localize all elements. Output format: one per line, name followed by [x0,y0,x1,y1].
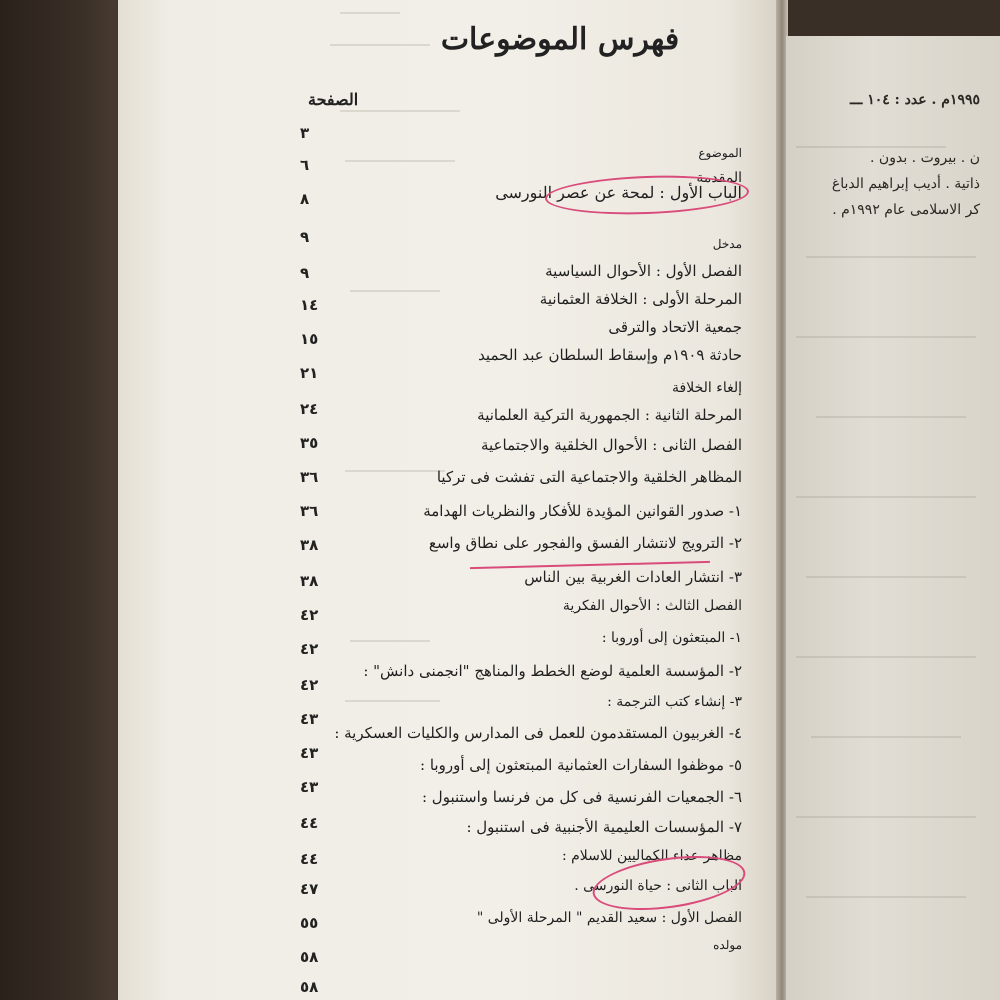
toc-entry: ٣- إنشاء كتب الترجمة : [607,694,742,710]
toc-entry: الفصل الثانى : الأحوال الخلقية والاجتماعية [481,436,742,454]
toc-entry: المقدمة [696,170,742,186]
toc-page-number: ٢١ [300,364,319,382]
toc-page-number: ١٤ [300,296,319,314]
toc-entry: ١- صدور القوانين المؤيدة للأفكار والنظريات الهدامة [423,502,742,520]
show-through-line [345,470,445,472]
show-through-line [345,160,455,162]
toc-entry: مدخل [712,237,742,251]
toc-entry: مولده [713,938,742,952]
toc-page-number: ٣٦ [300,502,319,520]
show-through-line [350,640,430,642]
toc-page-number: ٥٨ [300,978,319,996]
toc-entry: مظاهر عداء الكماليين للاسلام : [561,848,742,864]
right-page-line: كر الاسلامى عام ١٩٩٢م . [832,202,980,218]
toc-entry: ٦- الجمعيات الفرنسية فى كل من فرنسا واستنبول : [421,788,742,806]
right-page-line: ١٩٩٥م . عدد : ١٠٤ ـــ [850,92,980,108]
toc-page-number: ٤٤ [300,850,319,868]
toc-entry: جمعية الاتحاد والترقى [608,318,742,336]
toc-page-number: ١٥ [300,330,319,348]
toc-entry: الباب الأول : لمحة عن عصر النورسى [495,183,742,202]
toc-page-number: ٩ [300,264,310,282]
show-through-line [340,12,400,14]
right-page-line: ذاتية . أديب إبراهيم الدباغ [831,176,980,192]
show-through-line [330,44,430,46]
toc-page-number: ٤٢ [300,606,319,624]
toc-entry: المظاهر الخلقية والاجتماعية التى تفشت فى تركيا [436,468,742,486]
background-left [0,0,122,1000]
toc-page-number: ٦ [300,156,310,174]
toc-entry: ٤- الغربيون المستقدمون للعمل فى المدارس والكليات العسكرية : [334,724,742,742]
toc-entry: المرحلة الأولى : الخلافة العثمانية [539,290,742,308]
toc-page-number: ٤٤ [300,814,319,832]
right-page-line: ن . بيروت . بدون . [870,150,980,166]
toc-page-number: ٨ [300,190,310,208]
page-column-header: الصفحة [308,90,359,109]
toc-entry: الفصل الأول : سعيد القديم " المرحلة الأولى " [476,910,742,926]
toc-page-number: ٥٨ [300,948,319,966]
show-through-line [345,700,440,702]
toc-page-number: ٣٨ [300,536,319,554]
toc-page-number: ٤٧ [300,880,319,898]
toc-page-number: ٤٢ [300,676,319,694]
toc-entry: ١- المبتعثون إلى أوروبا : [601,630,742,646]
show-through-line [340,110,460,112]
toc-entry: المرحلة الثانية : الجمهورية التركية العلمانية [477,406,742,424]
toc-page-number: ٤٣ [300,710,319,728]
toc-page-number: ٣ [300,124,310,142]
toc-entry: الفصل الأول : الأحوال السياسية [545,262,742,280]
toc-page-number: ٤٣ [300,744,319,762]
toc-entry: ٢- الترويج لانتشار الفسق والفجور على نطاق واسع [428,534,742,552]
toc-entry: ٢- المؤسسة العلمية لوضع الخطط والمناهج "انجمنى دانش" : [363,662,742,680]
toc-entry: الموضوع [698,146,742,160]
toc-entry: الباب الثانى : حياة النورسى . [574,878,742,894]
toc-entry: ٣- انتشار العادات الغربية بين الناس [524,568,742,586]
toc-page-number: ٢٤ [300,400,319,418]
toc-entry: حادثة ١٩٠٩م وإسقاط السلطان عبد الحميد [478,346,742,364]
toc-entry: ٥- موظفوا السفارات العثمانية المبتعثون إلى أوروبا : [420,756,742,774]
page-title: فهرس الموضوعات [440,22,680,57]
toc-page-number: ٥٥ [300,914,319,932]
toc-entry: ٧- المؤسسات العليمية الأجنبية فى استنبول : [466,818,742,836]
toc-page-number: ٣٥ [300,434,319,452]
toc-page-number: ٩ [300,228,310,246]
toc-page-number: ٣٦ [300,468,319,486]
toc-page-number: ٤٢ [300,640,319,658]
toc-page-number: ٤٣ [300,778,319,796]
toc-entry: الفصل الثالث : الأحوال الفكرية [562,598,742,614]
show-through-line [350,290,440,292]
toc-entry: إلغاء الخلافة [672,380,742,396]
toc-page-number: ٣٨ [300,572,319,590]
